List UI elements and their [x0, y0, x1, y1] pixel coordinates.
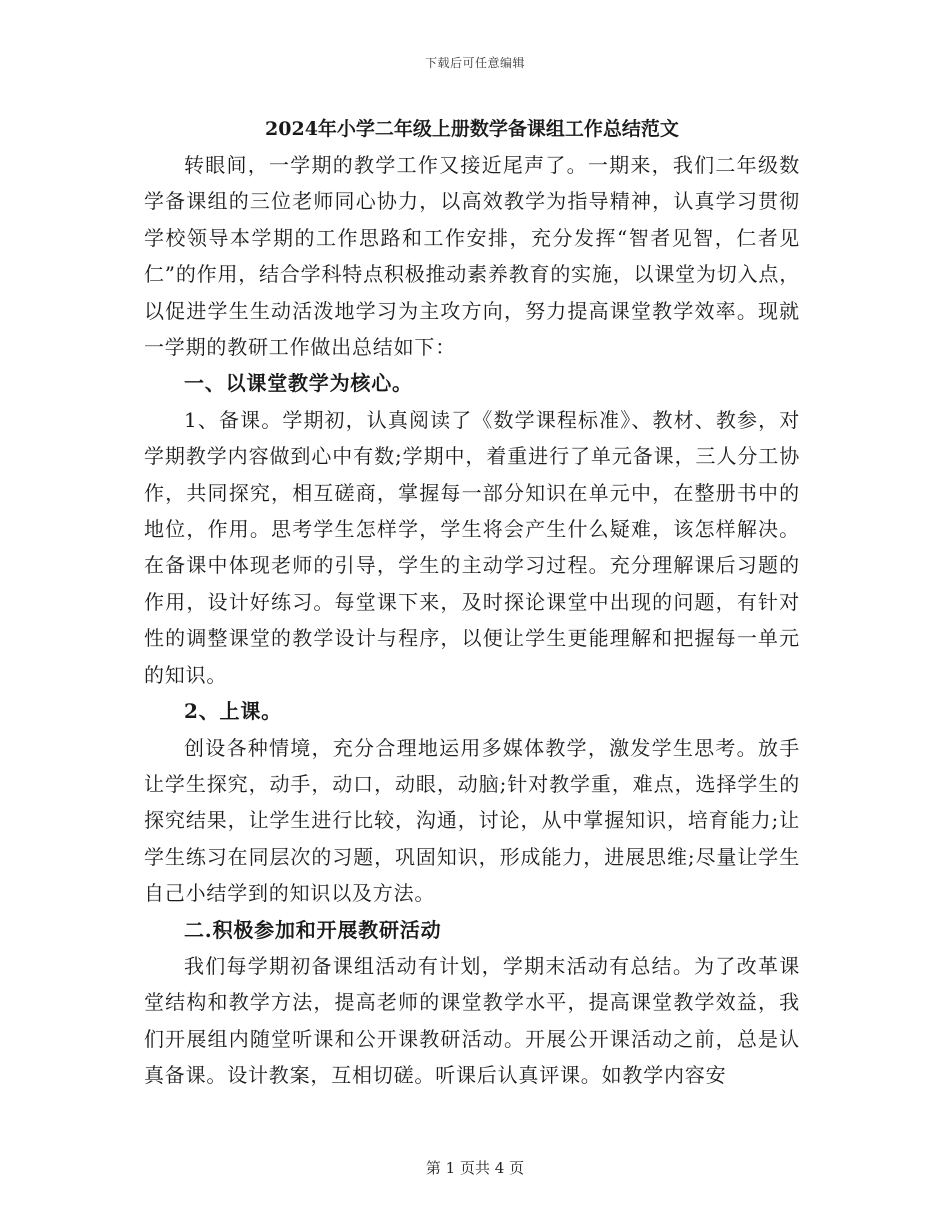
section-heading-1: 一、以课堂教学为核心。 — [184, 371, 413, 396]
paragraph-class: 创设各种情境，充分合理地运用多媒体教学，激发学生思考。放手让学生探究，动手，动口，动眼，动脑;针对教学重，难点，选择学生的探究结果，让学生进行比较，沟通，讨论，从中掌握知识，培育能力;让学生练习在同层次的习题，巩固知识，形成能力，进展思维;尽量让学生自己小结学到的知识以及方法。 — [144, 735, 800, 906]
paragraph-research: 我们每学期初备课组活动有计划，学期末活动有总结。为了改革课堂结构和教学方法，提高老师的课堂教学水平，提高课堂教学效益，我们开展组内随堂听课和公开课教研活动。开展公开课活动之前，总是认真备课。设计教案，互相切磋。听课后认真评课。如教学内容安 — [144, 953, 800, 1088]
section-heading-2: 二.积极参加和开展教研活动 — [184, 917, 442, 942]
page-header-note: 下载后可任意编辑 — [424, 56, 525, 70]
subsection-heading-class: 2、上课。 — [184, 699, 282, 724]
document-title: 2024年小学二年级上册数学备课组工作总结范文 — [265, 118, 679, 140]
paragraph-intro: 转眼间，一学期的教学工作又接近尾声了。一期来，我们二年级数学备课组的三位老师同心协力，以高效教学为指导精神，认真学习贯彻学校领导本学期的工作思路和工作安排，充分发挥“智者见智，仁者见仁”的作用，结合学科特点积极推动素养教育的实施，以课堂为切入点，以促进学生生动活泼地学习为主攻方向，努力提高课堂教学效率。现就一学期的教研工作做出总结如下： — [144, 153, 800, 360]
paragraph-lesson-prep: 1、备课。学期初，认真阅读了《数学课程标准》、教材、教参，对学期教学内容做到心中有数;学期中，着重进行了单元备课，三人分工协作，共同探究，相互磋商，掌握每一部分知识在单元中，在整册书中的地位，作用。思考学生怎样学，学生将会产生什么疑难，该怎样解决。在备课中体现老师的引导，学生的主动学习过程。充分理解课后习题的作用，设计好练习。每堂课下来，及时探论课堂中出现的问题，有针对性的调整课堂的教学设计与程序，以便让学生更能理解和把握每一单元的知识。 — [144, 407, 800, 687]
page-number: 第 1 页共 4 页 — [425, 1159, 525, 1177]
document-body — [144, 112, 800, 1094]
